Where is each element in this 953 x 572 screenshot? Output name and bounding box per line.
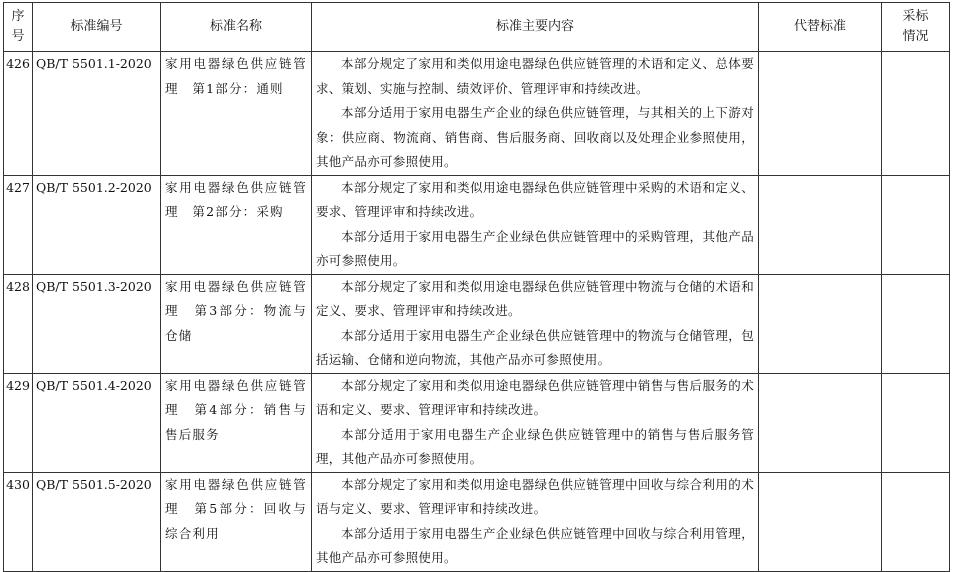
row-adopt xyxy=(882,52,950,176)
row-name: 家用电器绿色供应链管理 第1部分：通则 xyxy=(161,52,312,176)
header-content: 标准主要内容 xyxy=(312,3,759,52)
row-seq: 426 xyxy=(4,52,33,176)
row-content xyxy=(312,472,759,571)
row-replace xyxy=(759,373,882,472)
row-seq: 429 xyxy=(4,373,33,472)
row-seq: 428 xyxy=(4,274,33,373)
row-content-para1: 本部分规定了家用和类似用途电器绿色供应链管理中销售与售后服务的术语和定义、要求、管理评审和持续改进。 xyxy=(316,377,754,417)
row-code: QB/T 5501.2-2020 xyxy=(33,175,161,274)
row-content-para2: 本部分适用于家用电器生产企业绿色供应链管理中的销售与售后服务管理，其他产品亦可参照使用。 xyxy=(316,426,754,466)
row-seq: 430 xyxy=(4,472,33,571)
row-content xyxy=(312,373,759,472)
row-replace xyxy=(759,175,882,274)
row-adopt xyxy=(882,274,950,373)
header-adopt xyxy=(882,3,950,52)
header-row xyxy=(4,3,950,52)
row-name: 家用电器绿色供应链管理 第3部分：物流与仓储 xyxy=(161,274,312,373)
table-row xyxy=(4,175,950,274)
row-seq: 427 xyxy=(4,175,33,274)
row-code: QB/T 5501.3-2020 xyxy=(33,274,161,373)
table-row xyxy=(4,373,950,472)
row-code: QB/T 5501.5-2020 xyxy=(33,472,161,571)
row-replace xyxy=(759,472,882,571)
row-content xyxy=(312,274,759,373)
header-seq-line2: 号 xyxy=(11,29,25,44)
row-adopt xyxy=(882,472,950,571)
row-name: 家用电器绿色供应链管理 第5部分：回收与综合利用 xyxy=(161,472,312,571)
row-name: 家用电器绿色供应链管理 第4部分：销售与售后服务 xyxy=(161,373,312,472)
table-row xyxy=(4,274,950,373)
header-seq xyxy=(4,3,33,52)
row-replace xyxy=(759,52,882,176)
row-content-para2: 本部分适用于家用电器生产企业的绿色供应链管理，与其相关的上下游对象：供应商、物流商、销售商、售后服务商、回收商以及处理企业参照使用，其他产品亦可参照使用。 xyxy=(316,105,754,169)
row-content-para2: 本部分适用于家用电器生产企业绿色供应链管理中的采购管理，其他产品亦可参照使用。 xyxy=(316,228,754,268)
table-row xyxy=(4,52,950,176)
table-row xyxy=(4,472,950,571)
header-adopt-line2: 情况 xyxy=(902,29,929,44)
row-content xyxy=(312,175,759,274)
row-content-para1: 本部分规定了家用和类似用途电器绿色供应链管理中回收与综合利用的术语与定义、要求、管理评审和持续改进。 xyxy=(316,476,754,516)
row-adopt xyxy=(882,373,950,472)
row-replace xyxy=(759,274,882,373)
row-content-para1: 本部分规定了家用和类似用途电器绿色供应链管理的术语和定义、总体要求、策划、实施与控制、绩效评价、管理评审和持续改进。 xyxy=(316,56,754,96)
row-content-para1: 本部分规定了家用和类似用途电器绿色供应链管理中采购的术语和定义、要求、管理评审和持续改进。 xyxy=(316,179,754,219)
row-content-para2: 本部分适用于家用电器生产企业绿色供应链管理中的物流与仓储管理，包括运输、仓储和逆向物流，其他产品亦可参照使用。 xyxy=(316,327,754,367)
header-adopt-line1: 采标 xyxy=(902,9,929,24)
row-code: QB/T 5501.1-2020 xyxy=(33,52,161,176)
row-content xyxy=(312,52,759,176)
row-content-para2: 本部分适用于家用电器生产企业绿色供应链管理中回收与综合利用管理，其他产品亦可参照使用。 xyxy=(316,525,754,565)
header-seq-line1: 序 xyxy=(11,9,25,24)
row-content-para1: 本部分规定了家用和类似用途电器绿色供应链管理中物流与仓储的术语和定义、要求、管理评审和持续改进。 xyxy=(316,278,754,318)
header-replace: 代替标准 xyxy=(759,3,882,52)
header-code: 标准编号 xyxy=(33,3,161,52)
row-code: QB/T 5501.4-2020 xyxy=(33,373,161,472)
row-adopt xyxy=(882,175,950,274)
header-name: 标准名称 xyxy=(161,3,312,52)
row-name: 家用电器绿色供应链管理 第2部分：采购 xyxy=(161,175,312,274)
standards-table xyxy=(3,2,950,572)
